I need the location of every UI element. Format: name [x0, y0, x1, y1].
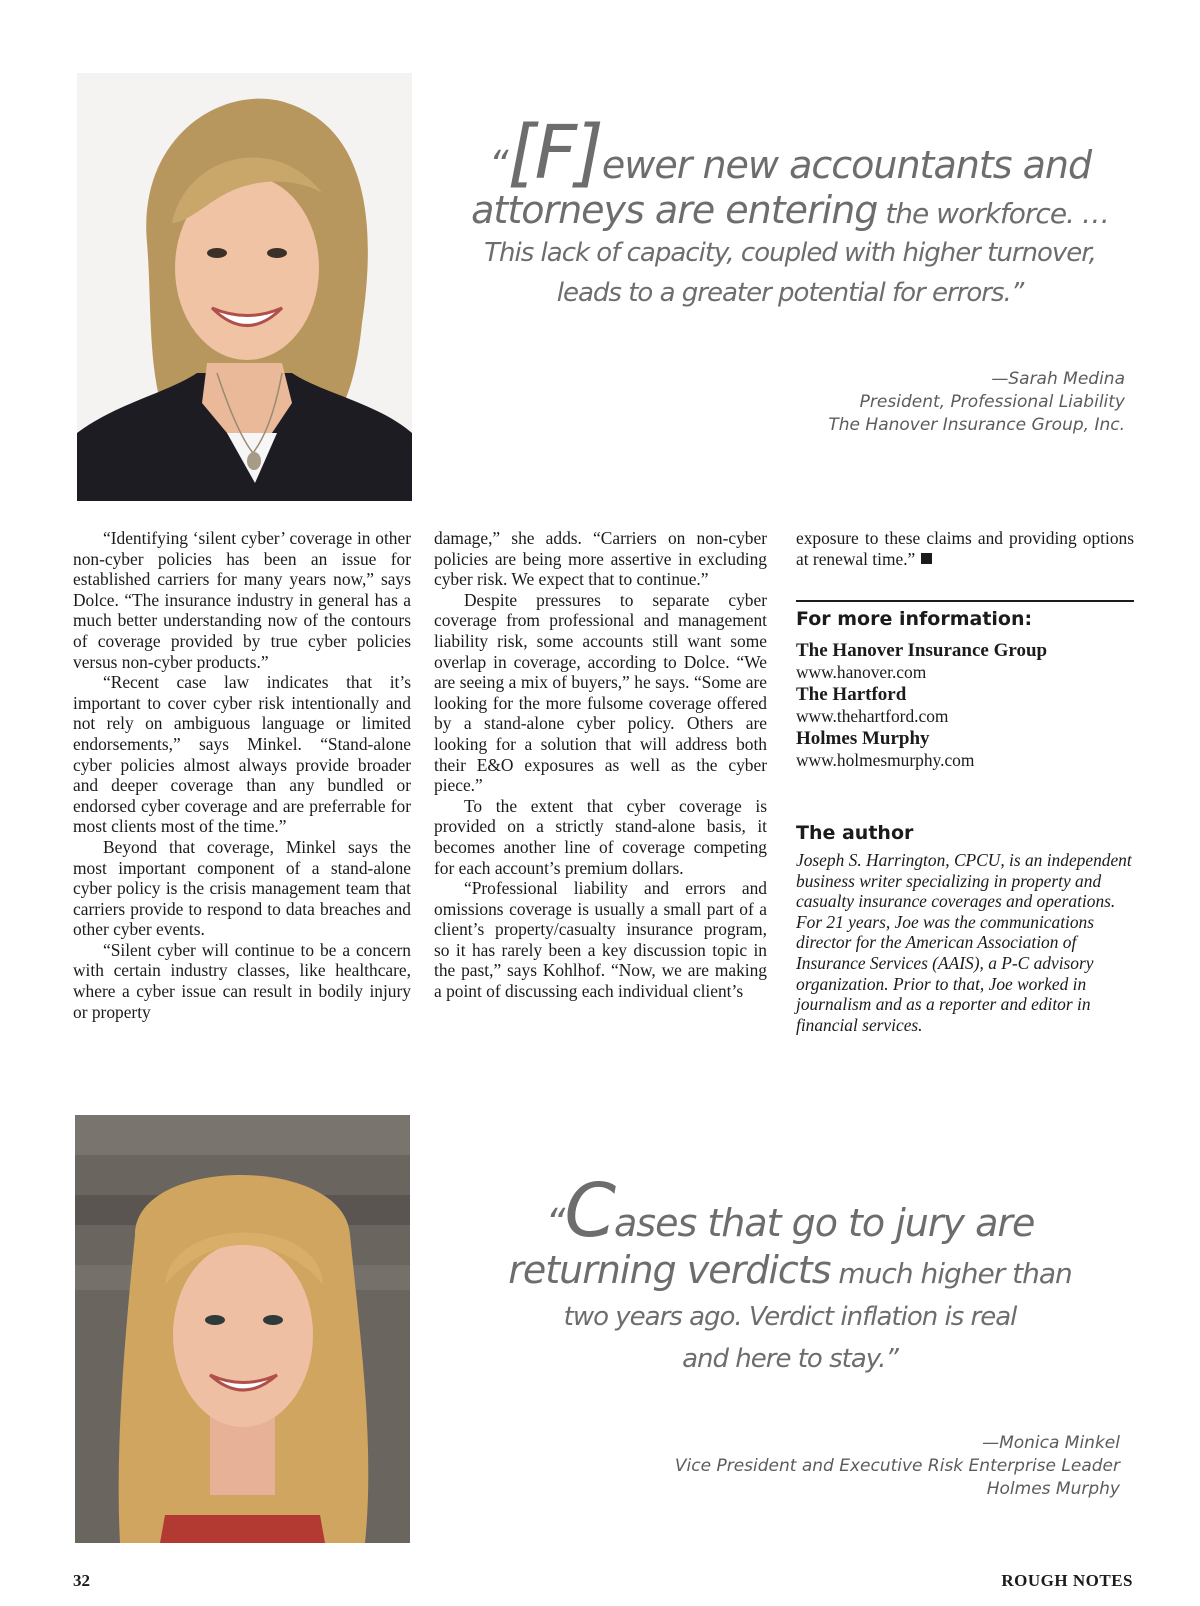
- pull-quote-top: [440, 110, 1140, 308]
- info-company-name: Holmes Murphy: [796, 728, 930, 749]
- paragraph: [796, 528, 1134, 569]
- article-column-2: [434, 528, 767, 1002]
- paragraph-text: exposure to these claims and providing options at renewal time.”: [796, 528, 1134, 569]
- paragraph: “Recent case law indicates that it’s important to cover cyber risk intentionally and not rely on ambiguous language or limited endorsements,” says Minkel. “Stand-alone cyber policies almost always provide broader and deeper coverage than any bundled or endorsed cyber coverage and are preferrable for most clients most of the time.”: [73, 672, 411, 837]
- quote-text-small: the workforce. …: [877, 197, 1109, 230]
- pull-quote-line-4: and here to stay.”: [682, 1344, 898, 1374]
- drop-letter: C: [564, 1168, 614, 1254]
- paragraph: “Identifying ‘silent cyber’ coverage in other non-cyber policies has been an issue for established carriers for many years now,” says Dolce. “The insurance industry in general has a much better understanding now of the contours of coverage provided by true cyber policies versus non-cyber products.”: [73, 528, 411, 672]
- page-number: 32: [73, 1571, 90, 1590]
- info-entry: [796, 728, 1136, 770]
- quote-text-large: returning verdicts: [508, 1248, 831, 1292]
- attribution-name: —Sarah Medina: [991, 369, 1125, 389]
- info-company-name: The Hartford: [796, 684, 907, 705]
- author-heading: The author: [796, 822, 914, 844]
- drop-letter: [F]: [507, 110, 602, 196]
- attribution-title: President, Professional Liability: [859, 392, 1125, 412]
- magazine-name: ROUGH NOTES: [1001, 1571, 1133, 1590]
- open-quote-mark: “: [545, 1201, 565, 1245]
- article-column-1: [73, 528, 411, 1022]
- info-company-name: The Hanover Insurance Group: [796, 640, 1048, 661]
- info-website-link[interactable]: www.hanover.com: [796, 662, 927, 682]
- attribution-title: Vice President and Executive Risk Enterprise Leader: [674, 1456, 1120, 1476]
- quote-text: ewer new accountants and: [601, 143, 1092, 187]
- more-info-heading: For more information:: [796, 608, 1033, 630]
- attribution-company: Holmes Murphy: [986, 1479, 1120, 1499]
- quote-text: ases that go to jury are: [613, 1201, 1035, 1245]
- paragraph: “Silent cyber will continue to be a concern with certain industry classes, like healthcare, where a cyber issue can result in bodily injury or property: [73, 939, 411, 1022]
- attribution-top: [828, 368, 1125, 437]
- pull-quote-line-3: two years ago. Verdict inflation is real: [563, 1302, 1017, 1332]
- portrait-photo-sarah-medina: [77, 73, 412, 501]
- pull-quote-line-4: leads to a greater potential for errors.”: [556, 278, 1024, 308]
- attribution-name: —Monica Minkel: [982, 1433, 1120, 1453]
- attribution-bottom: [675, 1432, 1120, 1501]
- pull-quote-line-3: This lack of capacity, coupled with higher turnover,: [484, 238, 1096, 268]
- pull-quote-bottom: [440, 1168, 1140, 1374]
- paragraph: damage,” she adds. “Carriers on non-cyber policies are being more assertive in excluding cyber risk. We expect that to continue.”: [434, 528, 767, 590]
- attribution-company: The Hanover Insurance Group, Inc.: [828, 415, 1125, 435]
- info-website-link[interactable]: www.thehartford.com: [796, 706, 949, 726]
- pull-quote-line-1: [440, 110, 1140, 196]
- paragraph: Beyond that coverage, Minkel says the most important component of a stand-alone cyber policy is the crisis management team that carriers provide to respond to data breaches and other cyber events.: [73, 836, 411, 940]
- pull-quote-line-1: [440, 1168, 1140, 1254]
- end-of-article-mark: [921, 553, 932, 564]
- paragraph: “Professional liability and errors and omissions coverage is usually a small part of a client’s property/casualty insurance program, so it has rarely been a key discussion topic in the past,” says Kohlhof. “Now, we are making a point of discussing each individual client’s: [434, 878, 767, 1002]
- pull-quote-line-2: [440, 1248, 1140, 1292]
- paragraph: Despite pressures to separate cyber coverage from professional and management liability risk, some accounts still want some overlap in coverage, according to Dolce. “We are seeing a mix of buyers,” he says. “Some are looking for the more fulsome coverage offered by a stand-alone cyber policy. Others are looking for a solution that will address both their E&O exposures as well as the cyber piece.”: [434, 589, 767, 796]
- article-column-3: [796, 528, 1134, 569]
- sidebar-divider: [796, 600, 1134, 602]
- portrait-photo-monica-minkel: [75, 1115, 410, 1543]
- paragraph: To the extent that cyber coverage is provided on a strictly stand-alone basis, it becomes another line of coverage competing for each account’s premium dollars.: [434, 795, 767, 878]
- quote-text-large: attorneys are entering: [471, 188, 878, 232]
- author-bio: Joseph S. Harrington, CPCU, is an independent business writer specializing in property and casualty insurance coverages and operations. For 21 years, Joe was the communications director for the American Association of Insurance Services (AAIS), a P-C advisory organization. Prior to that, Joe worked in journalism and as a reporter and editor in financial services.: [796, 850, 1132, 1035]
- info-entry: [796, 640, 1136, 682]
- open-quote-mark: “: [488, 143, 508, 187]
- pull-quote-line-2: [440, 188, 1140, 232]
- quote-text-small: much higher than: [830, 1257, 1072, 1290]
- info-entry: [796, 684, 1136, 726]
- info-website-link[interactable]: www.holmesmurphy.com: [796, 750, 975, 770]
